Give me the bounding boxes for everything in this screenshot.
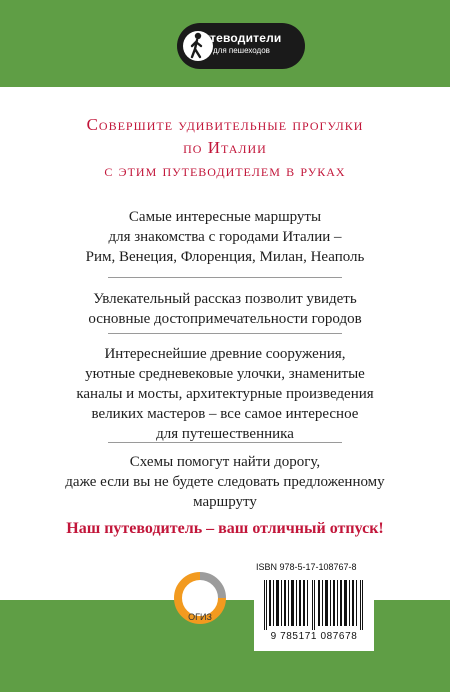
- divider: [108, 277, 342, 278]
- headline-line: по Италии: [183, 138, 267, 157]
- headline-line: Совершите удивительные прогулки: [86, 115, 364, 134]
- paragraph-line: Схемы помогут найти дорогу,: [129, 454, 321, 470]
- isbn-block: [254, 562, 374, 651]
- series-logo-title: утеводители: [203, 31, 282, 45]
- isbn-text: ISBN 978-5-17-108767-8: [256, 562, 357, 572]
- paragraph-line: каналы и мосты, архитектурные произведения: [76, 386, 374, 402]
- paragraph-story: [0, 289, 450, 329]
- barcode-digits: 9 785171 087678: [270, 631, 358, 642]
- paragraph-line: Самые интересные маршруты: [128, 209, 322, 225]
- paragraph-line: даже если вы не будете следовать предложенному: [65, 474, 385, 490]
- paragraph-line: основные достопримечательности городов: [88, 311, 362, 327]
- barcode: [258, 580, 370, 630]
- paragraph-line: Рим, Венеция, Флоренция, Милан, Неаполь: [85, 249, 365, 265]
- divider: [108, 442, 342, 443]
- divider: [108, 333, 342, 334]
- paragraph-line: Увлекательный рассказ позволит увидеть: [93, 291, 357, 307]
- series-logo: [177, 23, 305, 69]
- paragraph-line: для путешественника: [156, 426, 294, 442]
- paragraph-line: великих мастеров – все самое интересное: [91, 406, 359, 422]
- slogan: Наш путеводитель – ваш отличный отпуск!: [66, 520, 384, 537]
- headline: [0, 113, 450, 182]
- series-logo-subtitle: для пешеходов: [213, 46, 270, 55]
- series-logo-text: [203, 32, 282, 55]
- paragraph-maps: [0, 452, 450, 512]
- publisher-name: ОГИЗ: [188, 612, 212, 622]
- paragraph-line: Интереснейшие древние сооружения,: [104, 346, 346, 362]
- paragraph-line: уютные средневековые улочки, знаменитые: [85, 366, 365, 382]
- paragraph-sights: [0, 344, 450, 444]
- paragraph-line: маршруту: [193, 494, 257, 510]
- paragraph-routes: [0, 207, 450, 267]
- paragraph-line: для знакомства с городами Италии –: [108, 229, 342, 245]
- headline-line: с этим путеводителем в руках: [104, 161, 346, 180]
